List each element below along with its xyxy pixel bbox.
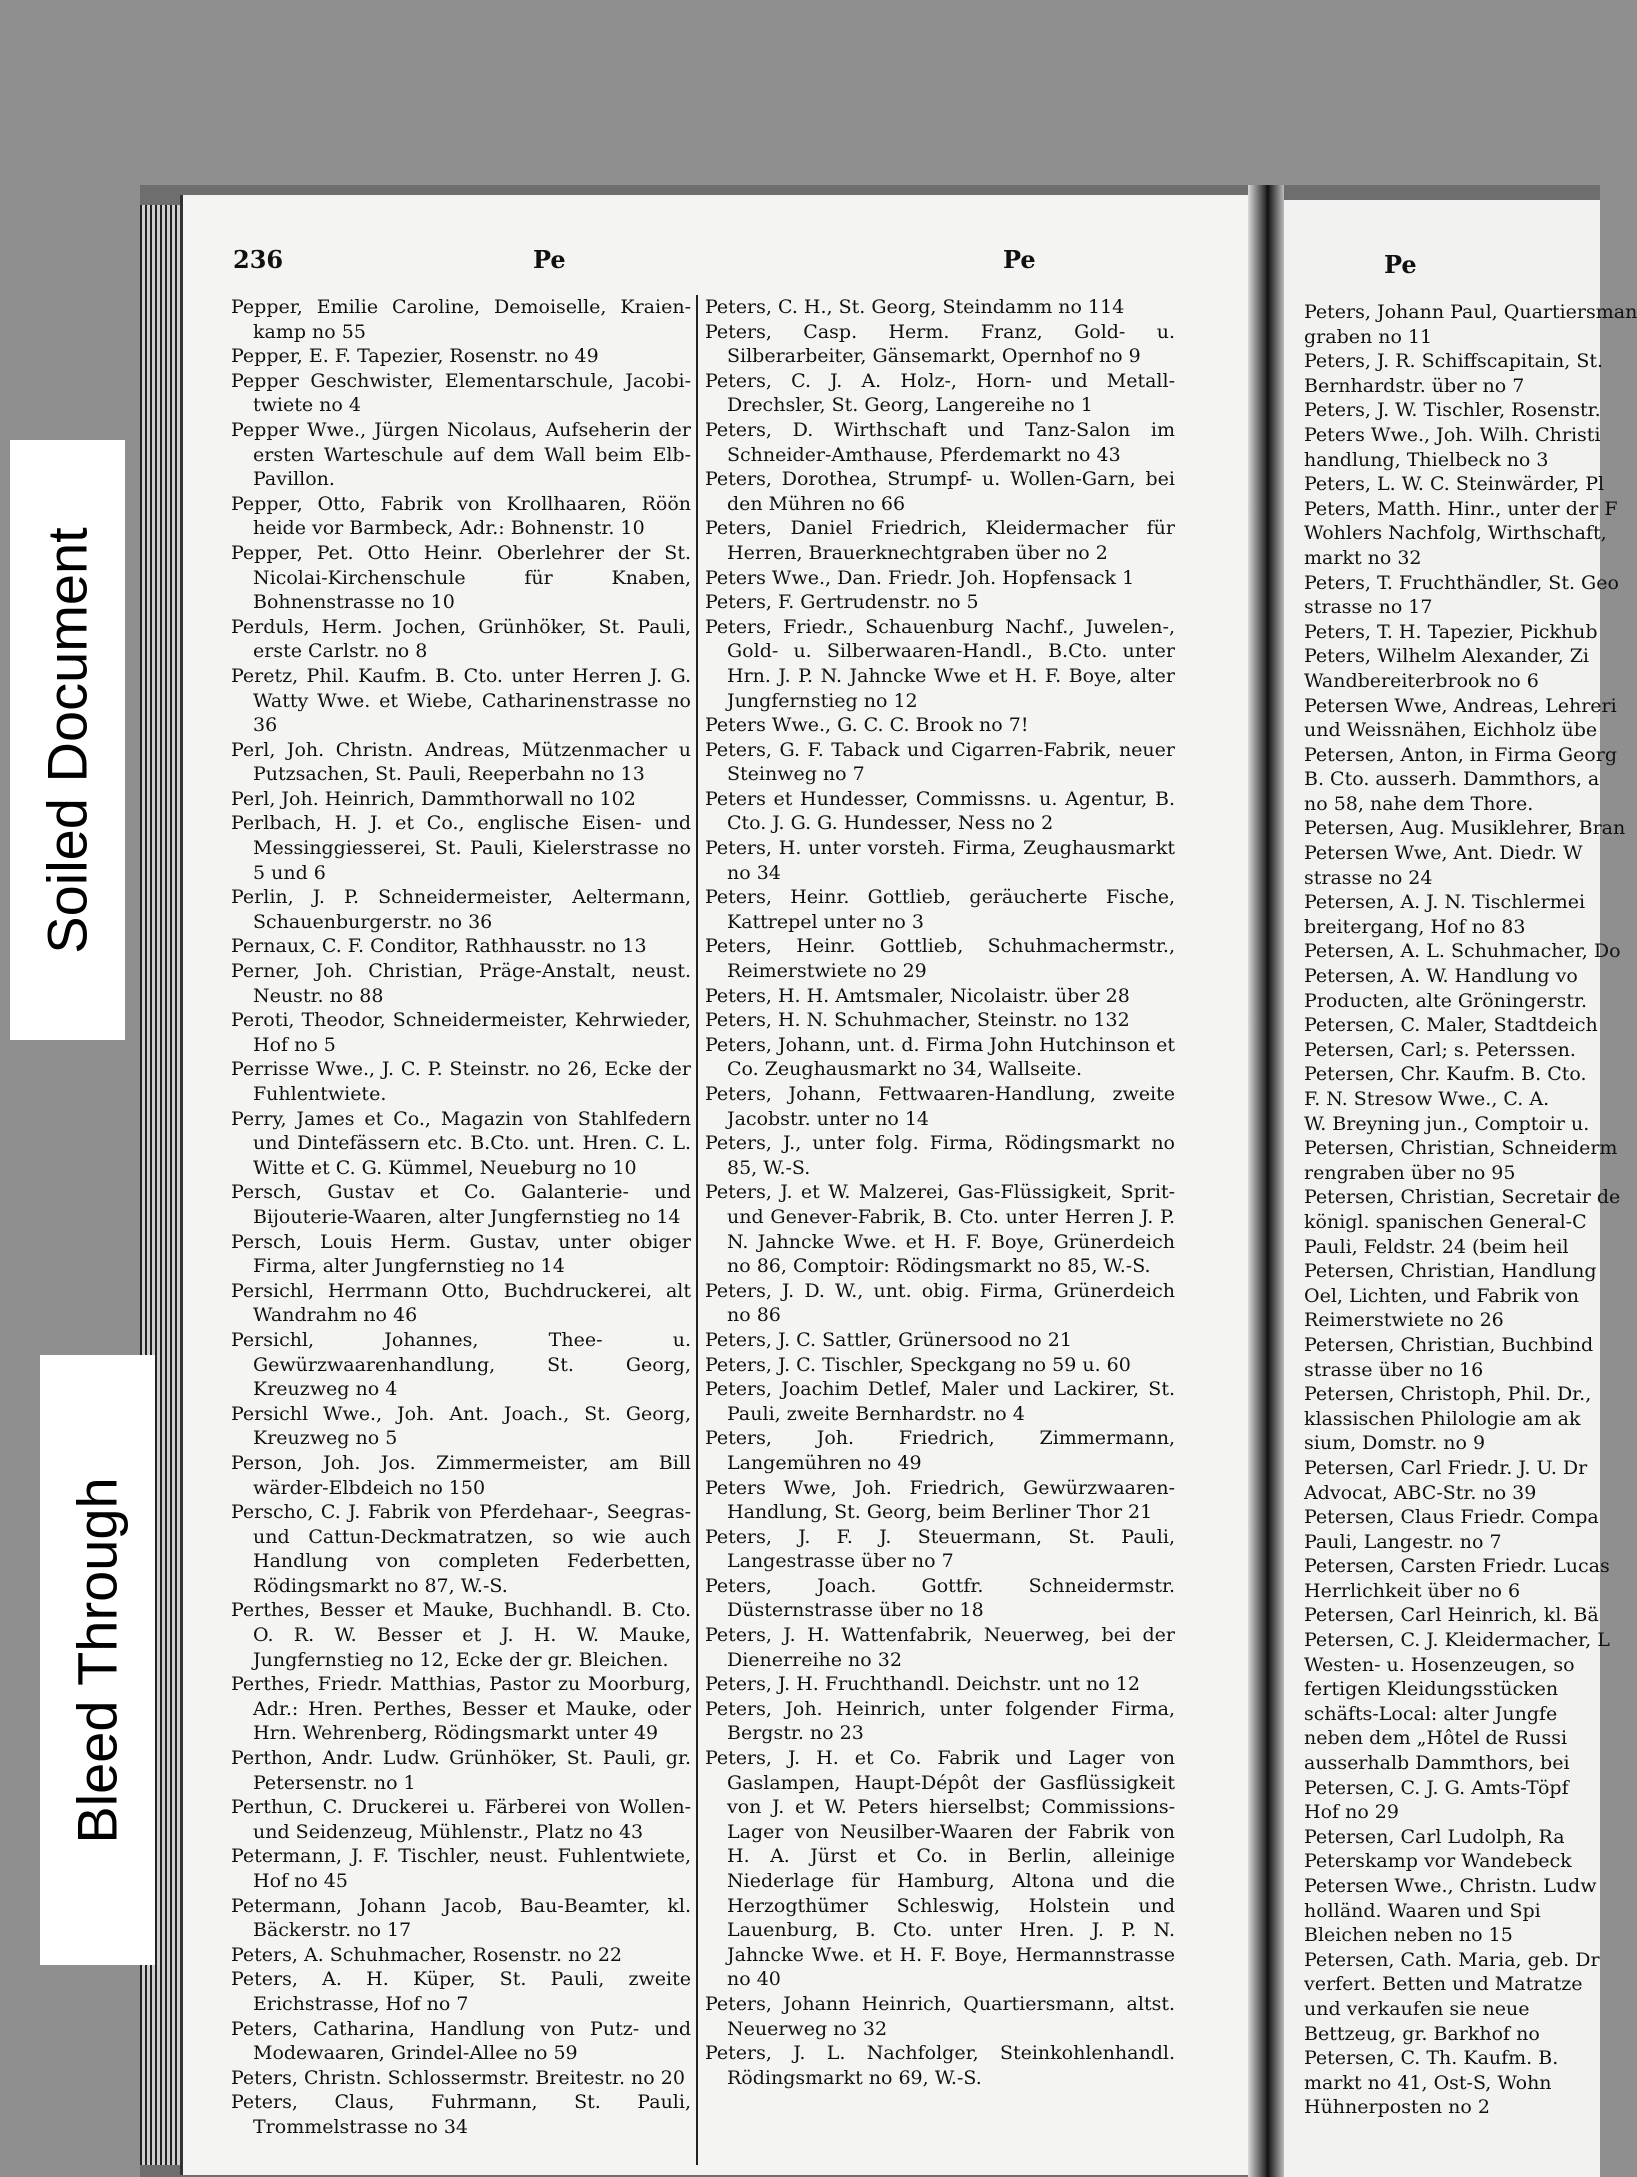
directory-entry: Petersen, Anton, in Firma Georg bbox=[1304, 743, 1617, 766]
directory-entry: Petersen, Cath. Maria, geb. Dr bbox=[1304, 1948, 1600, 1971]
directory-entry: Perlbach, H. J. et Co., englische Eisen- und Messinggiesserei, St. Pauli, Kielerstrasse no 5 und 6 bbox=[231, 812, 691, 884]
directory-entry: Peters, Joh. Heinrich, unter folgender Firma, Bergstr. no 23 bbox=[705, 1697, 1175, 1745]
directory-entry: Peroti, Theodor, Schneidermeister, Kehrwieder, Hof no 5 bbox=[231, 1009, 691, 1056]
directory-entry: Peters, J. F. J. Steuermann, St. Pauli, Langestrasse über no 7 bbox=[705, 1525, 1175, 1573]
directory-entry: holländ. Waaren und Spi bbox=[1304, 1899, 1541, 1922]
right-page-header: Pe bbox=[1384, 250, 1417, 279]
directory-entry: Perthon, Andr. Ludw. Grünhöker, St. Pauli, gr. Petersenstr. no 1 bbox=[231, 1747, 691, 1794]
directory-entry: Perl, Joh. Heinrich, Dammthorwall no 102 bbox=[231, 787, 636, 810]
directory-entry: F. N. Stresow Wwe., C. A. bbox=[1304, 1088, 1550, 1110]
directory-entry: Peters, Daniel Friedrich, Kleidermacher für Herren, Brauerknechtgraben über no 2 bbox=[705, 517, 1175, 564]
directory-entry: Petersen, C. J. G. Amts-Töpf bbox=[1304, 1776, 1569, 1799]
directory-entry: Peters Wwe., G. C. C. Brook no 7! bbox=[705, 714, 1029, 737]
directory-entry: Petersen, Carl Heinrich, kl. Bä bbox=[1304, 1604, 1599, 1627]
directory-entry: Peters, G. F. Taback und Cigarren-Fabrik, neuer Steinweg no 7 bbox=[705, 738, 1175, 786]
directory-entry: Peters, J. H. et Co. Fabrik und Lager von Gaslampen, Haupt-Dépôt der Gasflüssigkeit von J. et W. Peters hierselbst; Commissions-Lager von Neusilber-Waaren der Fabrik von H. A. Jürst et Co. in Berlin, alleinige Niederlage für Hamburg, Altona und die Herzogthümer Schleswig, Holstein und Lauenburg, B. Cto. unter Hren. J. P. N. Jahncke Wwe. et H. F. Boye, Hermannstrasse no 40 bbox=[705, 1747, 1175, 1991]
directory-entry: Petersen, Claus Friedr. Compa bbox=[1304, 1506, 1599, 1529]
directory-entry: Petersen, Christian, Schneiderm bbox=[1304, 1137, 1618, 1160]
directory-entry: Peters, T. H. Tapezier, Pickhub bbox=[1304, 620, 1598, 643]
directory-entry: strasse no 17 bbox=[1304, 596, 1433, 619]
directory-entry: Pepper, Otto, Fabrik von Krollhaaren, Röön heide vor Barmbeck, Adr.: Bohnenstr. 10 bbox=[231, 492, 691, 540]
directory-entry: Peters Wwe, Joh. Friedrich, Gewürzwaaren-Handlung, St. Georg, beim Berliner Thor 21 bbox=[705, 1476, 1175, 1524]
directory-entry: fertigen Kleidungsstücken bbox=[1304, 1678, 1559, 1701]
directory-entry: W. Breyning jun., Comptoir u. bbox=[1304, 1112, 1590, 1135]
directory-entry: Peters, A. Schuhmacher, Rosenstr. no 22 bbox=[231, 1943, 623, 1966]
bleed-through-label bbox=[40, 1355, 155, 1965]
directory-entry: Petersen, Carl Ludolph, Ra bbox=[1304, 1825, 1565, 1848]
directory-entry: Wohlers Nachfolg, Wirthschaft, bbox=[1304, 522, 1607, 545]
directory-entry: Petersen, Carsten Friedr. Lucas bbox=[1304, 1555, 1610, 1578]
directory-entry: Peters, Christn. Schlossermstr. Breitestr. no 20 bbox=[231, 2066, 685, 2089]
directory-entry: Peters, Heinr. Gottlieb, Schuhmachermstr., Reimerstwiete no 29 bbox=[705, 935, 1175, 983]
directory-entry: rengraben über no 95 bbox=[1304, 1161, 1516, 1184]
directory-entry: Petersen Wwe., Christn. Ludw bbox=[1304, 1875, 1597, 1897]
directory-entry: Perscho, C. J. Fabrik von Pferdehaar-, Seegras- und Cattun-Deckmatratzen, so wie auch Handlung von completen Federbetten, Rödingsmarkt no 87, W.-S. bbox=[231, 1501, 691, 1597]
column-right bbox=[1304, 300, 1637, 2120]
directory-entry: Wandbereiterbrook no 6 bbox=[1304, 669, 1539, 692]
directory-entry: Pauli, Langestr. no 7 bbox=[1304, 1530, 1502, 1553]
directory-entry: Peters, Matth. Hinr., unter der F bbox=[1304, 497, 1618, 520]
directory-entry: Peters, Johann Heinrich, Quartiersmann, altst. Neuerweg no 32 bbox=[705, 1992, 1175, 2040]
soiled-document-label bbox=[10, 440, 125, 1040]
directory-entry: Peters et Hundesser, Commissns. u. Agentur, B. Cto. J. G. G. Hundesser, Ness no 2 bbox=[705, 787, 1175, 835]
directory-entry: Peters Wwe., Dan. Friedr. Joh. Hopfensack 1 bbox=[705, 566, 1135, 589]
directory-entry: Peters, H. N. Schuhmacher, Steinstr. no 132 bbox=[705, 1009, 1130, 1032]
directory-entry: Reimerstwiete no 26 bbox=[1304, 1309, 1504, 1332]
directory-entry: Persichl, Herrmann Otto, Buchdruckerei, alt Wandrahm no 46 bbox=[231, 1279, 691, 1327]
directory-entry: Peters, C. H., St. Georg, Steindamm no 114 bbox=[705, 296, 1125, 318]
directory-entry: Peterskamp vor Wandebeck bbox=[1304, 1850, 1572, 1873]
directory-entry: und verkaufen sie neue bbox=[1304, 1997, 1530, 2020]
header-right: Pe bbox=[1003, 245, 1036, 274]
directory-entry: Pepper, E. F. Tapezier, Rosenstr. no 49 bbox=[231, 345, 599, 368]
directory-entry: Pepper Wwe., Jürgen Nicolaus, Aufseherin der ersten Warteschule auf dem Wall beim Elb-Pavillon. bbox=[231, 418, 691, 491]
directory-entry: Peters, J. C. Tischler, Speckgang no 59 u. 60 bbox=[705, 1353, 1131, 1376]
directory-entry: markt no 32 bbox=[1304, 546, 1422, 569]
directory-entry: strasse über no 16 bbox=[1304, 1358, 1484, 1381]
directory-entry: Peters, L. W. C. Steinwärder, Pl bbox=[1304, 473, 1605, 496]
directory-entry: Petersen, C. J. Kleidermacher, L bbox=[1304, 1629, 1610, 1652]
directory-entry: neben dem „Hôtel de Russi bbox=[1304, 1727, 1568, 1750]
directory-entry: Petersen, Christian, Buchbind bbox=[1304, 1333, 1594, 1356]
directory-entry: Petersen, A. J. N. Tischlermei bbox=[1304, 891, 1586, 914]
directory-entry: Peters, A. H. Küper, St. Pauli, zweite Erichstrasse, Hof no 7 bbox=[231, 1968, 691, 2015]
left-page bbox=[180, 195, 1251, 2175]
right-page bbox=[1284, 200, 1637, 2177]
directory-entry: Pepper, Emilie Caroline, Demoiselle, Kraien-kamp no 55 bbox=[231, 296, 691, 343]
directory-entry: Peters, Johann, Fettwaaren-Handlung, zweite Jacobstr. unter no 14 bbox=[705, 1083, 1175, 1130]
directory-entry: Peters, D. Wirthschaft und Tanz-Salon im Schneider-Amthause, Pferdemarkt no 43 bbox=[705, 418, 1175, 466]
directory-entry: Peters, Friedr., Schauenburg Nachf., Juwelen-, Gold- u. Silberwaaren-Handl., B.Cto. unter Hrn. J. P. N. Jahncke Wwe et H. F. Boye, alter Jungfernstieg no 12 bbox=[705, 615, 1175, 712]
book-spine bbox=[1248, 185, 1284, 2177]
directory-entry: Peters, J. H. Wattenfabrik, Neuerweg, bei der Dienerreihe no 32 bbox=[705, 1624, 1175, 1671]
directory-entry: Herrlichkeit über no 6 bbox=[1304, 1579, 1521, 1602]
directory-entry: Perthun, C. Druckerei u. Färberei von Wollen- und Seidenzeug, Mühlenstr., Platz no 43 bbox=[231, 1796, 691, 1843]
directory-entry: Peretz, Phil. Kaufm. B. Cto. unter Herren J. G. Watty Wwe. et Wiebe, Catharinenstrasse no 36 bbox=[231, 664, 691, 737]
directory-entry: Hühnerposten no 2 bbox=[1304, 2096, 1490, 2119]
directory-entry: Advocat, ABC-Str. no 39 bbox=[1304, 1481, 1537, 1504]
column-middle bbox=[705, 295, 1175, 2090]
directory-entry: Petersen, Aug. Musiklehrer, Bran bbox=[1304, 817, 1626, 840]
directory-entry: Petersen Wwe, Andreas, Lehreri bbox=[1304, 694, 1617, 717]
directory-entry: Peters, J., unter folg. Firma, Rödingsmarkt no 85, W.-S. bbox=[705, 1132, 1175, 1179]
directory-entry: sium, Domstr. no 9 bbox=[1304, 1432, 1486, 1455]
directory-entry: verfert. Betten und Matratze bbox=[1304, 1973, 1583, 1996]
directory-entry: Peters, J. R. Schiffscapitain, St. bbox=[1304, 350, 1604, 373]
soiled-document-text: Soiled Document bbox=[36, 526, 100, 954]
header-left: Pe bbox=[533, 245, 566, 274]
directory-entry: Pernaux, C. F. Conditor, Rathhausstr. no 13 bbox=[231, 935, 647, 958]
directory-entry: Persichl, Johannes, Thee- u. Gewürzwaarenhandlung, St. Georg, Kreuzweg no 4 bbox=[231, 1328, 691, 1401]
directory-entry: Petersen, Christian, Handlung bbox=[1304, 1260, 1597, 1283]
directory-entry: graben no 11 bbox=[1304, 325, 1433, 348]
directory-entry: Petermann, J. F. Tischler, neust. Fuhlentwiete, Hof no 45 bbox=[231, 1845, 691, 1892]
directory-entry: Peters, Johann, unt. d. Firma John Hutchinson et Co. Zeughausmarkt no 34, Wallseite. bbox=[705, 1033, 1175, 1081]
directory-entry: Pepper, Pet. Otto Heinr. Oberlehrer der St. Nicolai-Kirchenschule für Knaben, Bohnenstrasse no 10 bbox=[231, 541, 691, 614]
directory-entry: Petersen, A. L. Schuhmacher, Do bbox=[1304, 940, 1621, 963]
directory-entry: strasse no 24 bbox=[1304, 866, 1433, 889]
directory-entry: Peters, Heinr. Gottlieb, geräucherte Fische, Kattrepel unter no 3 bbox=[705, 886, 1175, 933]
directory-entry: Peters, J. D. W., unt. obig. Firma, Grünerdeich no 86 bbox=[705, 1279, 1175, 1327]
bleed-through-text: Bleed Through bbox=[66, 1476, 130, 1844]
directory-entry: Peters, Catharina, Handlung von Putz- und Modewaaren, Grindel-Allee no 59 bbox=[231, 2017, 691, 2065]
directory-entry: Petersen, C. Th. Kaufm. B. bbox=[1304, 2047, 1559, 2070]
directory-entry: Peters, Joach. Gottfr. Schneidermstr. Düsternstrasse über no 18 bbox=[705, 1574, 1175, 1622]
directory-entry: und Weissnähen, Eichholz übe bbox=[1304, 719, 1598, 742]
directory-entry: Producten, alte Gröningerstr. bbox=[1304, 989, 1588, 1012]
directory-entry: Peters, F. Gertrudenstr. no 5 bbox=[705, 591, 979, 614]
directory-entry: no 58, nahe dem Thore. bbox=[1304, 792, 1534, 815]
directory-entry: Hof no 29 bbox=[1304, 1801, 1399, 1824]
directory-entry: Perner, Joh. Christian, Präge-Anstalt, neust. Neustr. no 88 bbox=[231, 960, 691, 1007]
directory-entry: Peters, T. Fruchthändler, St. Geo bbox=[1304, 571, 1619, 594]
directory-entry: Peters, Dorothea, Strumpf- u. Wollen-Garn, bei den Mühren no 66 bbox=[705, 468, 1175, 515]
directory-entry: Peters, Wilhelm Alexander, Zi bbox=[1304, 645, 1590, 668]
directory-entry: Person, Joh. Jos. Zimmermeister, am Bill wärder-Elbdeich no 150 bbox=[231, 1451, 691, 1499]
directory-entry: Petersen, Christoph, Phil. Dr., bbox=[1304, 1383, 1592, 1406]
directory-entry: Bettzeug, gr. Barkhof no bbox=[1304, 2022, 1540, 2045]
directory-entry: Persch, Louis Herm. Gustav, unter obiger Firma, alter Jungfernstieg no 14 bbox=[231, 1230, 691, 1278]
column-left bbox=[231, 295, 691, 2140]
directory-entry: Petersen, Christian, Secretair de bbox=[1304, 1186, 1621, 1209]
directory-entry: Peters, J. L. Nachfolger, Steinkohlenhandl. Rödingsmarkt no 69, W.-S. bbox=[705, 2042, 1175, 2089]
directory-entry: markt no 41, Ost-S, Wohn bbox=[1304, 2071, 1552, 2094]
directory-entry: Pepper Geschwister, Elementarschule, Jacobi-twiete no 4 bbox=[231, 369, 691, 417]
column-divider bbox=[696, 295, 698, 2165]
directory-entry: Petersen, C. Maler, Stadtdeich bbox=[1304, 1014, 1598, 1037]
directory-entry: Peters, Casp. Herm. Franz, Gold- u. Silberarbeiter, Gänsemarkt, Opernhof no 9 bbox=[705, 320, 1175, 368]
directory-entry: Bernhardstr. über no 7 bbox=[1304, 374, 1525, 397]
directory-entry: Petersen, Carl; s. Peterssen. bbox=[1304, 1038, 1576, 1061]
directory-entry: Petersen, Chr. Kaufm. B. Cto. bbox=[1304, 1063, 1587, 1086]
directory-entry: Persch, Gustav et Co. Galanterie- und Bijouterie-Waaren, alter Jungfernstieg no 14 bbox=[231, 1181, 691, 1228]
directory-entry: Peters, H. unter vorsteh. Firma, Zeughausmarkt no 34 bbox=[705, 837, 1175, 884]
directory-entry: klassischen Philologie am ak bbox=[1304, 1407, 1581, 1430]
directory-entry: Peters, Joachim Detlef, Maler und Lackirer, St. Pauli, zweite Bernhardstr. no 4 bbox=[705, 1378, 1175, 1425]
directory-entry: Perduls, Herm. Jochen, Grünhöker, St. Pauli, erste Carlstr. no 8 bbox=[231, 615, 691, 663]
directory-entry: Peters Wwe., Joh. Wilh. Christi bbox=[1304, 423, 1601, 446]
directory-entry: Pauli, Feldstr. 24 (beim heil bbox=[1304, 1235, 1569, 1258]
directory-entry: Persichl Wwe., Joh. Ant. Joach., St. Georg, Kreuzweg no 5 bbox=[231, 1402, 691, 1450]
directory-entry: Peters, C. J. A. Holz-, Horn- und Metall-Drechsler, St. Georg, Langereihe no 1 bbox=[705, 369, 1175, 417]
directory-entry: Peters, Claus, Fuhrmann, St. Pauli, Trommelstrasse no 34 bbox=[231, 2091, 691, 2138]
directory-entry: Perlin, J. P. Schneidermeister, Aeltermann, Schauenburgerstr. no 36 bbox=[231, 886, 691, 933]
directory-entry: Peters, Joh. Friedrich, Zimmermann, Langemühren no 49 bbox=[705, 1427, 1175, 1474]
directory-entry: Peters, Johann Paul, Quartiersman bbox=[1304, 301, 1637, 323]
directory-entry: Petersen, A. W. Handlung vo bbox=[1304, 965, 1578, 988]
directory-entry: Perthes, Besser et Mauke, Buchhandl. B. Cto. O. R. W. Besser et J. H. W. Mauke, Jungfernstieg no 12, Ecke der gr. Bleichen. bbox=[231, 1599, 691, 1671]
directory-entry: Peters, J. C. Sattler, Grünersood no 21 bbox=[705, 1328, 1072, 1351]
directory-entry: Perry, James et Co., Magazin von Stahlfedern und Dintefässern etc. B.Cto. unt. Hren. C. L. Witte et C. G. Kümmel, Neueburg no 10 bbox=[231, 1107, 691, 1179]
directory-entry: Westen- u. Hosenzeugen, so bbox=[1304, 1653, 1575, 1676]
page-number: 236 bbox=[233, 245, 284, 274]
directory-entry: Petersen, Carl Friedr. J. U. Dr bbox=[1304, 1456, 1588, 1479]
directory-entry: Peters, J. H. Fruchthandl. Deichstr. unt no 12 bbox=[705, 1673, 1140, 1696]
directory-entry: schäfts-Local: alter Jungfe bbox=[1304, 1702, 1558, 1725]
directory-entry: Perl, Joh. Christn. Andreas, Mützenmacher u Putzsachen, St. Pauli, Reeperbahn no 13 bbox=[231, 738, 691, 786]
directory-entry: Petersen Wwe, Ant. Diedr. W bbox=[1304, 842, 1583, 865]
book-spread bbox=[140, 185, 1637, 2177]
directory-entry: Peters, J. W. Tischler, Rosenstr. bbox=[1304, 399, 1601, 422]
directory-entry: Peters, J. et W. Malzerei, Gas-Flüssigkeit, Sprit- und Genever-Fabrik, B. Cto. unter Herren J. P. N. Jahncke Wwe. et H. F. Boye, Grünerdeich no 86, Comptoir: Rödingsmarkt no 85, W.-S. bbox=[705, 1181, 1175, 1278]
directory-entry: breitergang, Hof no 83 bbox=[1304, 915, 1526, 938]
directory-entry: handlung, Thielbeck no 3 bbox=[1304, 448, 1549, 471]
directory-entry: Peters, H. H. Amtsmaler, Nicolaistr. über 28 bbox=[705, 984, 1130, 1007]
directory-entry: Bleichen neben no 15 bbox=[1304, 1924, 1513, 1947]
directory-entry: Oel, Lichten, und Fabrik von bbox=[1304, 1284, 1579, 1307]
directory-entry: Perthes, Friedr. Matthias, Pastor zu Moorburg, Adr.: Hren. Perthes, Besser et Mauke, oder Hrn. Wehrenberg, Rödingsmarkt unter 49 bbox=[231, 1673, 691, 1745]
directory-entry: Perrisse Wwe., J. C. P. Steinstr. no 26, Ecke der Fuhlentwiete. bbox=[231, 1058, 691, 1105]
directory-entry: königl. spanischen General-C bbox=[1304, 1210, 1587, 1233]
directory-entry: Petermann, Johann Jacob, Bau-Beamter, kl. Bäckerstr. no 17 bbox=[231, 1894, 691, 1942]
directory-entry: ausserhalb Dammthors, bei bbox=[1304, 1752, 1570, 1775]
directory-entry: B. Cto. ausserh. Dammthors, a bbox=[1304, 768, 1600, 791]
